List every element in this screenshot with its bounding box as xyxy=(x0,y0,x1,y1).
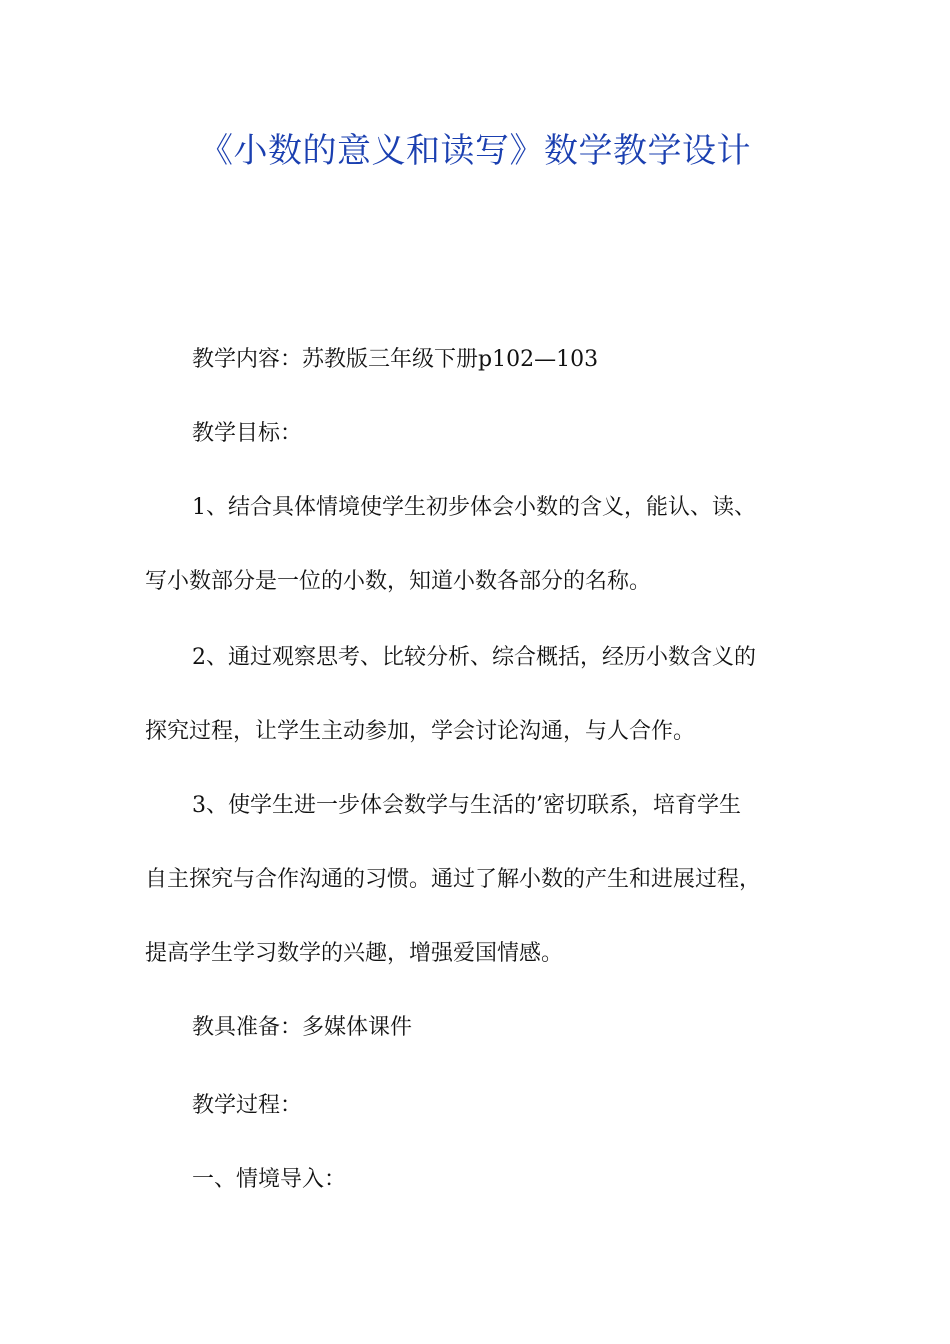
teaching-goals-heading: 教学目标： xyxy=(192,421,303,446)
teaching-aids-line: 教具准备：多媒体课件 xyxy=(192,1015,413,1040)
section-1-heading: 一、情境导入： xyxy=(192,1167,347,1192)
document-title: 《小数的意义和读写》数学教学设计 xyxy=(199,131,751,171)
goal-2-line-1: 2、通过观察思考、比较分析、综合概括，经历小数含义的 xyxy=(192,645,756,670)
teaching-process-heading: 教学过程： xyxy=(192,1093,303,1118)
goal-2-line-2: 探究过程，让学生主动参加，学会讨论沟通，与人合作。 xyxy=(145,719,696,744)
goal-3-line-2: 自主探究与合作沟通的习惯。通过了解小数的产生和进展过程， xyxy=(145,867,762,892)
goal-1-line-2: 写小数部分是一位的小数，知道小数各部分的名称。 xyxy=(145,569,652,594)
goal-3-line-1: 3、使学生进一步体会数学与生活的’密切联系，培育学生 xyxy=(192,793,741,818)
goal-3-line-3: 提高学生学习数学的兴趣，增强爱国情感。 xyxy=(145,941,564,966)
goal-1-line-1: 1、结合具体情境使学生初步体会小数的含义，能认、读、 xyxy=(192,495,756,520)
teaching-content-line: 教学内容：苏教版三年级下册p102—103 xyxy=(192,347,599,372)
